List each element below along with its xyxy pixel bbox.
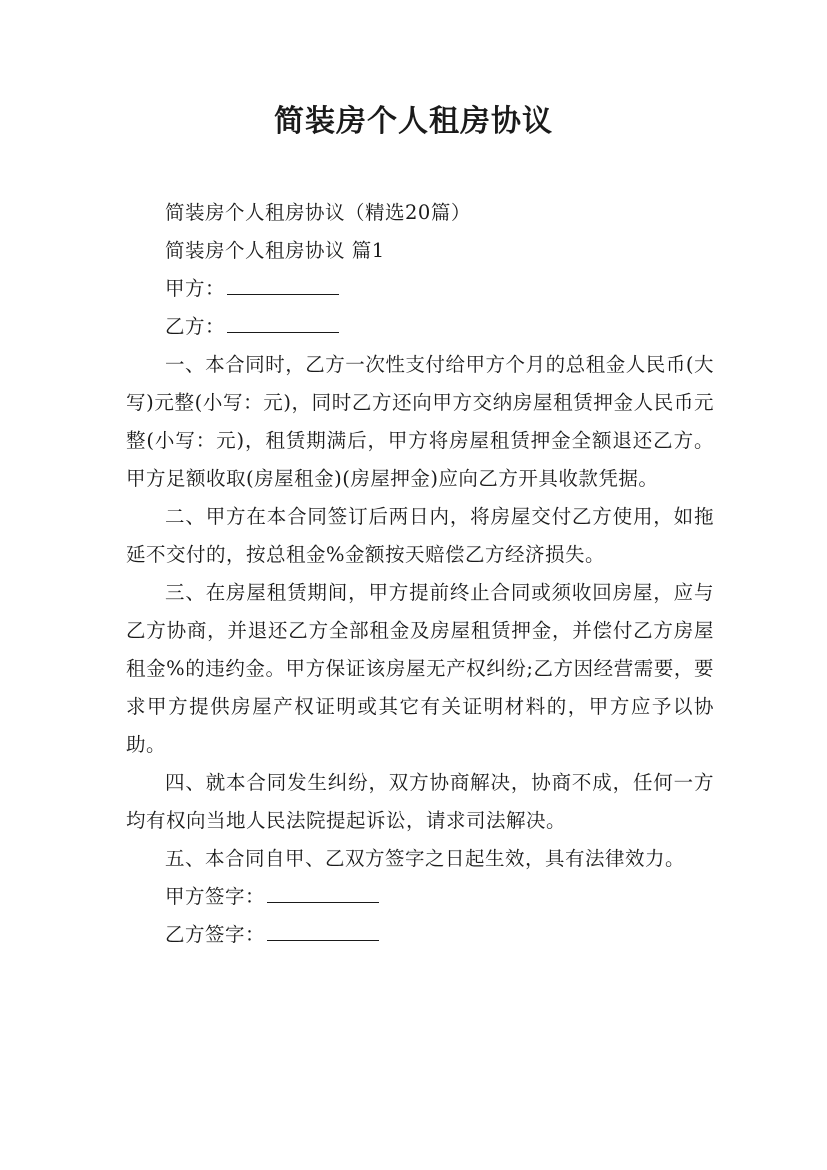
- clause-2: 二、甲方在本合同签订后两日内，将房屋交付乙方使用，如拖延不交付的，按总租金%金额按天赔偿乙方经济损失。: [126, 505, 714, 566]
- party-b-label: 乙方：: [165, 315, 226, 338]
- party-b-signature-line: [126, 916, 714, 954]
- party-a-blank-line: [227, 276, 339, 295]
- party-a-signature-label: 甲方签字：: [165, 885, 266, 908]
- party-b-line: [126, 308, 714, 346]
- party-a-line: [126, 270, 714, 308]
- clause-1: 一、本合同时，乙方一次性支付给甲方个月的总租金人民币(大写)元整(小写：元)，同时乙方还向甲方交纳房屋租赁押金人民币元整(小写：元)，租赁期满后，甲方将房屋租赁押金全额退还乙方。甲方足额收取(房屋租金)(房屋押金)应向乙方开具收款凭据。: [126, 353, 714, 490]
- party-b-blank-line: [227, 314, 339, 333]
- party-b-signature-label: 乙方签字：: [165, 923, 266, 946]
- party-a-signature-line: [126, 878, 714, 916]
- clause-4: 四、就本合同发生纠纷，双方协商解决，协商不成，任何一方均有权向当地人民法院提起诉讼，请求司法解决。: [126, 771, 714, 832]
- document-body: [126, 194, 714, 954]
- document-subtitle: 简装房个人租房协议（精选20篇）: [165, 201, 471, 224]
- party-b-signature-blank: [267, 922, 379, 941]
- party-a-label: 甲方：: [165, 277, 226, 300]
- document-title: 简装房个人租房协议: [274, 104, 553, 139]
- clause-5: 五、本合同自甲、乙双方签字之日起生效，具有法律效力。: [165, 847, 686, 870]
- party-a-signature-blank: [267, 884, 379, 903]
- clause-3: 三、在房屋租赁期间，甲方提前终止合同或须收回房屋，应与乙方协商，并退还乙方全部租金及房屋租赁押金，并偿付乙方房屋租金%的违约金。甲方保证该房屋无产权纠纷;乙方因经营需要，要求甲方提供房屋产权证明或其它有关证明材料的，甲方应予以协助。: [126, 581, 714, 756]
- section-heading: 简装房个人租房协议 篇1: [165, 239, 385, 262]
